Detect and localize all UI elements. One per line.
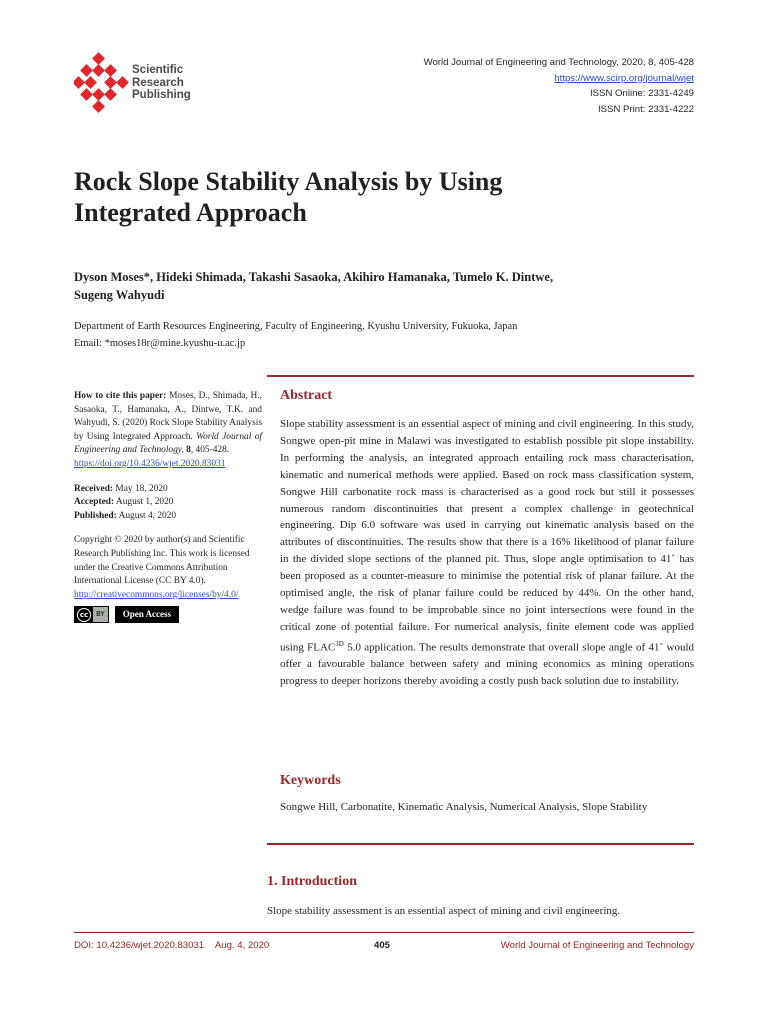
abstract-top-rule (267, 375, 694, 377)
keywords-heading: Keywords (280, 773, 341, 788)
authors-line: Dyson Moses*, Hideki Shimada, Takashi Sasaoka, Akihiro Hamanaka, Tumelo K. Dintwe, (74, 270, 554, 284)
accepted-value: August 1, 2020 (115, 497, 174, 508)
scirp-diamond-logo-icon (74, 52, 130, 116)
issn-online: ISSN Online: 2331-4249 (590, 88, 694, 99)
author-email: Email: *moses18r@mine.kyushu-u.ac.jp (74, 338, 246, 349)
abstract-superscript: 3D (335, 639, 344, 648)
license-link[interactable]: http://creativecommons.org/licenses/by/4.0/ (74, 589, 239, 600)
footer-date: Aug. 4, 2020 (214, 940, 270, 951)
abstract-bottom-rule (267, 843, 694, 845)
affiliation-block (74, 318, 694, 352)
footer-rule (74, 932, 694, 933)
cite-text: Moses, D., Shimada, H., Sasaoka, T., Hamanaka, A., Dintwe, T.K. and Wahyudi, S. (2020) Rock Slope Stability Analysis by Using Integrated Approach. (74, 391, 262, 442)
publisher-name (132, 64, 191, 102)
paper-title (74, 166, 634, 228)
journal-meta (424, 55, 694, 117)
received-value: May 18, 2020 (115, 483, 168, 494)
publisher-name-line: Publishing (132, 89, 191, 101)
accepted-label: Accepted: (74, 497, 115, 508)
title-line: Integrated Approach (74, 198, 307, 227)
published-date (74, 510, 262, 524)
journal-url-link[interactable]: https://www.scirp.org/journal/wjet (554, 72, 694, 84)
abstract-text-end: 5.0 application. The results demonstrate that overall slope angle of 41˚ would offer a favourable balance between safety and mining economics as mining operations progress to deeper horizons thereby avoiding a costly push back solution due to instability. (280, 641, 694, 688)
abstract-heading: Abstract (280, 388, 333, 403)
affiliation: Department of Earth Resources Engineering, Faculty of Engineering, Kyushu University, Fukuoka, Japan (74, 321, 518, 332)
footer-doi: DOI: 10.4236/wjet.2020.83031 (74, 940, 205, 951)
cite-journal: World Journal of Engineering and Technology, (74, 431, 263, 456)
cite-label: How to cite this paper: (74, 391, 167, 401)
cite-volume: 8 (186, 445, 191, 456)
license-badges (74, 606, 262, 623)
page-number: 405 (374, 940, 391, 951)
publisher-name-line: Research (132, 76, 184, 89)
authors-line: Sugeng Wahyudi (74, 288, 165, 302)
received-date (74, 483, 262, 497)
article-info-sidebar (74, 390, 262, 623)
introduction-text: Slope stability assessment is an essential aspect of mining and civil engineering. (267, 905, 621, 917)
author-list (74, 268, 694, 304)
issn-print: ISSN Print: 2331-4222 (598, 103, 694, 115)
citation-block (74, 390, 262, 472)
publisher-logo (74, 52, 204, 116)
received-label: Received: (74, 483, 114, 494)
title-line: Rock Slope Stability Analysis by Using (74, 167, 503, 196)
open-access-badge[interactable]: Open Access (115, 606, 179, 623)
copyright-notice: Copyright © 2020 by author(s) and Scientific Research Publishing Inc. This work is licensed under the Creative Commons Attribution International License (CC BY 4.0). (74, 535, 250, 587)
keywords-text: Songwe Hill, Carbonatite, Kinematic Analysis, Numerical Analysis, Slope Stability (280, 801, 648, 813)
footer-journal: World Journal of Engineering and Technology (500, 940, 694, 951)
cc-by-badge[interactable] (74, 606, 109, 623)
introduction-heading: 1. Introduction (267, 874, 357, 889)
published-label: Published: (74, 510, 117, 521)
cite-pages: , 405-428. (190, 445, 230, 456)
creative-commons-icon: cc (77, 608, 91, 622)
journal-citation: World Journal of Engineering and Technology, 2020, 8, 405-428 (423, 57, 694, 68)
publisher-name-line: Scientific (132, 64, 184, 76)
published-value: August 4, 2020 (118, 510, 177, 521)
abstract-text (280, 416, 694, 690)
accepted-date (74, 496, 262, 510)
doi-link[interactable]: https://doi.org/10.4236/wjet.2020.83031 (74, 458, 226, 469)
cc-by-label: BY (93, 607, 108, 622)
abstract-text-main: Slope stability assessment is an essential aspect of mining and civil engineering. In this study, Songwe open-pit mine in Malawi was investigated to establish possible pit slope instability. In performing the analysis, an integrated approach entailing rock mass characterisation, kinematic and numerical methods were applied. Based on rock mass classification system, Songwe Hill carbonatite rock mass is characterised as a good rock but still it possesses numerous random discontinuities that present a complex challenge in geotechnical engineering. Dip 6.0 software was used in carrying out kinematic analysis based on the attributes of discontinuities. The results show that there is a 16% likelihood of planar failure in the divided slope sections of the planned pit. Thus, slope angle optimisation to 41˚ has been proposed as a counter-measure to minimise the potential risk of planar failure. At the optimised angle, the risk of planar failure could be reduced by 44%. On the other hand, wedge failure was found to be improbable since no joint intersections were found in the critical zone of potential failure. For numerical analysis, finite element code was applied using FLAC (280, 418, 694, 654)
